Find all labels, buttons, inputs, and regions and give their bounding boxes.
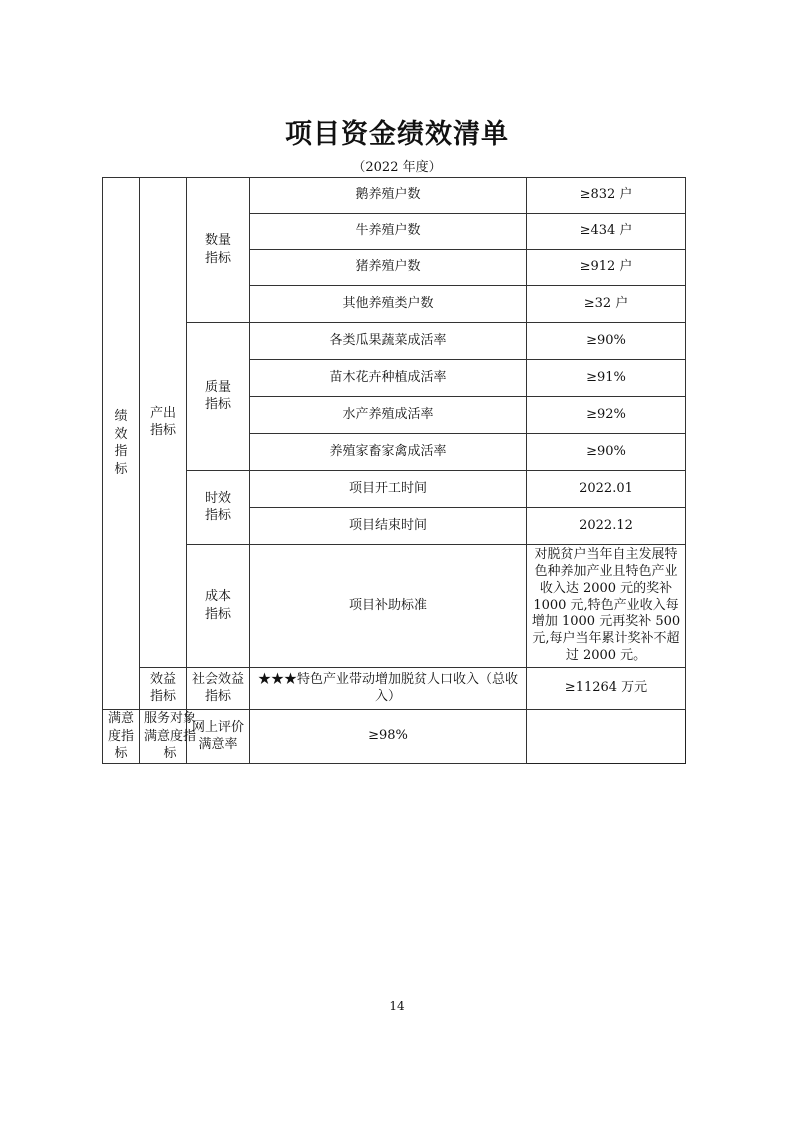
indicator-name: 项目补助标准: [250, 545, 527, 668]
performance-table: [102, 177, 686, 764]
cost-indicator-label: [187, 545, 250, 668]
table-row: [103, 471, 686, 508]
indicator-value: ≥434 户: [527, 214, 686, 250]
indicator-value: ≥90%: [527, 323, 686, 360]
indicator-value: ≥32 户: [527, 286, 686, 323]
indicator-name: 苗木花卉种植成活率: [250, 360, 527, 397]
indicator-name: ★★★特色产业带动增加脱贫人口收入（总收入）: [250, 668, 527, 710]
social-benefit-label: [187, 668, 250, 710]
benefit-indicator-text: 效益指标: [149, 671, 176, 705]
indicator-value: ≥912 户: [527, 250, 686, 286]
indicator-name: 项目开工时间: [250, 471, 527, 508]
document-title: 项目资金绩效清单: [285, 119, 509, 150]
service-satisfaction-label: [140, 710, 196, 764]
level1-label: [103, 178, 140, 710]
indicator-value: ≥91%: [527, 360, 686, 397]
indicator-name: 各类瓜果蔬菜成活率: [250, 323, 527, 360]
benefit-indicator-label: [140, 668, 187, 710]
indicator-value: ≥92%: [527, 397, 686, 434]
level1-text: 绩效指标: [114, 409, 128, 477]
indicator-value: ≥90%: [527, 434, 686, 471]
indicator-name: 水产养殖成活率: [250, 397, 527, 434]
document-subtitle: （2022 年度）: [352, 160, 442, 175]
satisfaction-indicator-label: [103, 710, 140, 764]
timeliness-indicator-text: 时效指标: [204, 490, 231, 524]
indicator-name: 猪养殖户数: [250, 250, 527, 286]
indicator-value: 2022.12: [527, 508, 686, 545]
quality-indicator-text: 质量指标: [204, 379, 231, 413]
indicator-value: 对脱贫户当年自主发展特色种养加产业且特色产业收入达 2000 元的奖补 1000 元,特色产业收入每增加 1000 元再奖补 500 元,每户当年累计奖补不超过 2000 元。: [527, 545, 686, 668]
quality-indicator-label: [187, 323, 250, 471]
service-satisfaction-text: 服务对象满意度指标: [143, 711, 196, 762]
indicator-name: 鹅养殖户数: [250, 178, 527, 214]
indicator-name: 项目结束时间: [250, 508, 527, 545]
table-row: [103, 710, 686, 764]
satisfaction-indicator-text: 满意度指标: [107, 711, 134, 762]
page-number: 14: [389, 999, 405, 1013]
indicator-value: ≥11264 万元: [527, 668, 686, 710]
cost-indicator-text: 成本指标: [204, 589, 231, 622]
indicator-value: 2022.01: [527, 471, 686, 508]
indicator-name: 网上评价满意率: [187, 710, 250, 764]
indicator-value: ≥832 户: [527, 178, 686, 214]
output-indicator-text: 产出指标: [149, 405, 176, 439]
table-row: [103, 323, 686, 360]
indicator-name: 其他养殖类户数: [250, 286, 527, 323]
output-indicator-label: [140, 178, 187, 668]
table-row: [103, 545, 686, 668]
timeliness-indicator-label: [187, 471, 250, 545]
social-benefit-text: 社会效益指标: [191, 671, 244, 705]
quantity-indicator-text: 数量指标: [204, 233, 231, 266]
table-row: [103, 178, 686, 214]
indicator-name: 养殖家畜家禽成活率: [250, 434, 527, 471]
indicator-name: 牛养殖户数: [250, 214, 527, 250]
indicator-value: ≥98%: [250, 710, 527, 764]
quantity-indicator-label: [187, 178, 250, 323]
table-row: [103, 668, 686, 710]
